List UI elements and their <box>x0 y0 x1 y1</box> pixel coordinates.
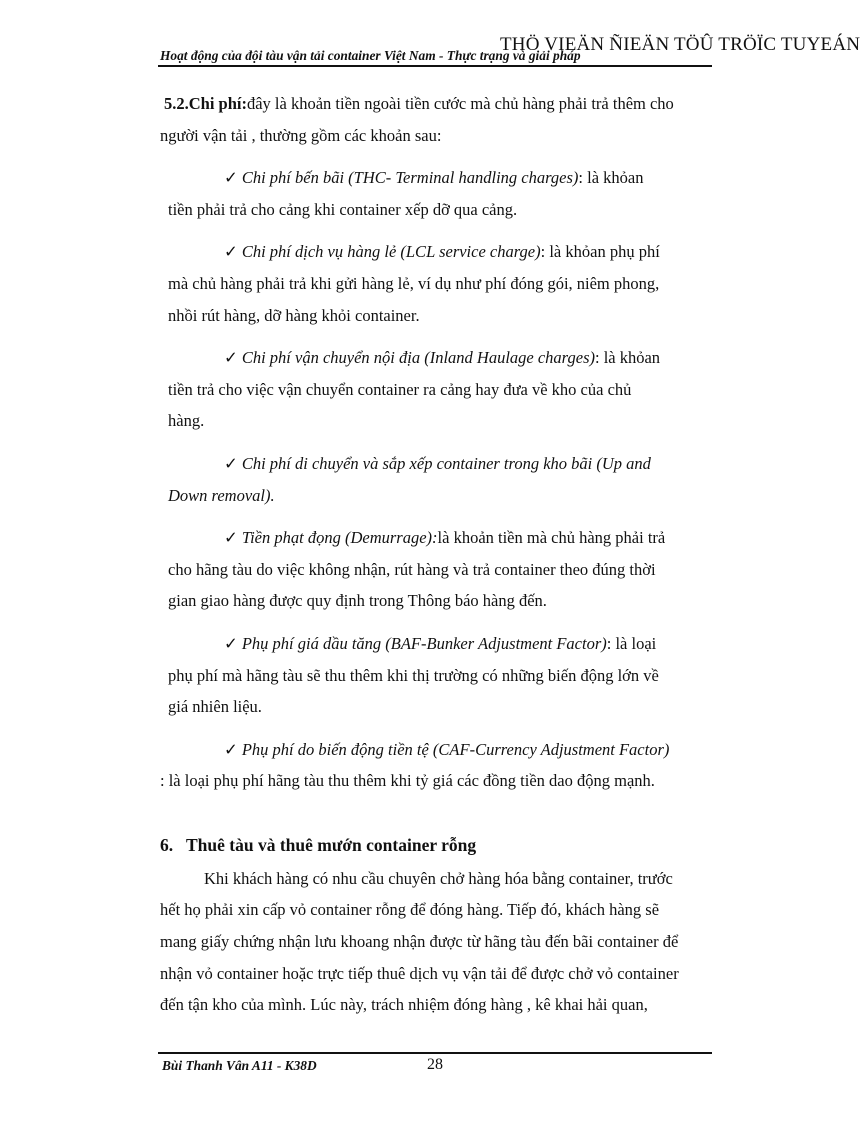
bullet-5-line-2 <box>160 554 712 586</box>
check-icon: ✓ <box>224 633 238 653</box>
page-content <box>160 88 712 1021</box>
bullet-text: nhồi rút hàng, dỡ hàng khỏi container. <box>168 305 420 325</box>
paragraph-text: nhận vỏ container hoặc trực tiếp thuê dịch vụ vận tải để được chở vỏ container <box>160 963 679 983</box>
paragraph-text: đến tận kho của mình. Lúc này, trách nhiệm đóng hàng , kê khai hải quan, <box>160 995 648 1015</box>
bullet-1-line-1 <box>160 162 712 194</box>
bullet-term: Chi phí dịch vụ hàng lẻ (LCL service charge) <box>241 242 541 262</box>
bullet-text: là khoản tiền mà chủ hàng phải trả <box>437 528 666 548</box>
bullet-6-line-2 <box>160 660 712 692</box>
section-6-title: Thuê tàu và thuê mướn container rỗng <box>186 834 477 855</box>
section-5-2-line-2 <box>160 120 712 152</box>
footer-author: Bùi Thanh Vân A11 - K38D <box>162 1058 317 1073</box>
bullet-text: : là khỏan <box>594 348 661 368</box>
bullet-7-line-2 <box>160 765 712 797</box>
section-5-2-line-1 <box>160 88 712 120</box>
bullet-4-line-1 <box>160 448 712 480</box>
running-header: Hoạt động của đội tàu vận tải container Việt Nam - Thực trạng và giải pháp <box>160 48 581 63</box>
bullet-4-line-2 <box>160 480 712 512</box>
check-icon: ✓ <box>224 168 238 188</box>
section-6-line-1 <box>160 863 712 895</box>
paragraph-text: mang giấy chứng nhận lưu khoang nhận được từ hãng tàu đến bãi container để <box>160 932 679 952</box>
check-icon: ✓ <box>224 739 238 759</box>
bullet-5-line-1 <box>160 522 712 554</box>
bullet-text: : là khỏan phụ phí <box>540 242 660 262</box>
bullet-term: Chi phí bến bãi (THC- Terminal handling charges) <box>241 168 579 188</box>
bullet-2-line-2 <box>160 268 712 300</box>
bullet-term: Chi phí di chuyển và sắp xếp container trong kho bãi (Up and <box>241 453 651 473</box>
bullet-text: cho hãng tàu do việc không nhận, rút hàng và trả container theo đúng thời <box>168 559 656 579</box>
bullet-text: gian giao hàng được quy định trong Thông báo hàng đến. <box>168 591 547 611</box>
section-5-2-title: 5.2.Chi phí: <box>164 94 247 113</box>
bullet-term: Tiền phạt đọng (Demurrage): <box>241 528 438 548</box>
bullet-text: hàng. <box>168 411 205 431</box>
bullet-3-line-3 <box>160 405 712 437</box>
bullet-5-line-3 <box>160 585 712 617</box>
page-number: 28 <box>427 1056 443 1073</box>
check-icon: ✓ <box>224 348 238 368</box>
bullet-7-line-1 <box>160 734 712 766</box>
bullet-2-line-3 <box>160 300 712 332</box>
bullet-text: tiền trả cho việc vận chuyển container ra cảng hay đưa về kho của chủ <box>168 379 632 399</box>
bullet-text: phụ phí mà hãng tàu sẽ thu thêm khi thị trường có những biến động lớn về <box>168 665 659 685</box>
bullet-text: : là loại <box>606 633 657 653</box>
bullet-term: Chi phí vận chuyển nội địa (Inland Haulage charges) <box>241 348 595 368</box>
header-rule <box>158 65 712 67</box>
bullet-term: Down removal). <box>168 485 275 505</box>
section-5-2-text: đây là khoản tiền ngoài tiền cước mà chủ hàng phải trả thêm cho <box>246 94 674 113</box>
section-6-line-3 <box>160 926 712 958</box>
section-5-2-text: người vận tải , thường gồm các khoản sau: <box>160 125 442 145</box>
section-6-line-2 <box>160 894 712 926</box>
bullet-text: mà chủ hàng phải trả khi gửi hàng lẻ, ví dụ như phí đóng gói, niêm phong, <box>168 273 660 293</box>
bullet-text: : là khỏan <box>578 168 644 188</box>
bullet-2-line-1 <box>160 236 712 268</box>
bullet-3-line-1 <box>160 342 712 374</box>
paragraph-text: hết họ phải xin cấp vỏ container rỗng để đóng hàng. Tiếp đó, khách hàng sẽ <box>160 900 660 920</box>
section-6-number: 6. <box>160 834 174 855</box>
watermark: THÖ VIEÄN ÑIEÄN TÖÛ TRÖÏC TUYEÁN <box>500 34 860 55</box>
check-icon: ✓ <box>224 242 238 262</box>
bullet-term: Phụ phí giá dầu tăng (BAF-Bunker Adjustment Factor) <box>241 633 607 653</box>
bullet-term: Phụ phí do biến động tiền tệ (CAF-Currency Adjustment Factor) <box>241 739 670 759</box>
bullet-6-line-1 <box>160 628 712 660</box>
bullet-6-line-3 <box>160 691 712 723</box>
check-icon: ✓ <box>224 528 238 548</box>
bullet-text: tiền phải trả cho cảng khi container xếp dỡ qua cảng. <box>168 199 518 219</box>
section-6-line-4 <box>160 958 712 990</box>
section-6-line-5 <box>160 989 712 1021</box>
bullet-3-line-2 <box>160 374 712 406</box>
bullet-1-line-2 <box>160 194 712 226</box>
section-6-heading <box>160 827 712 863</box>
bullet-text: giá nhiên liệu. <box>168 697 262 717</box>
paragraph-text: Khi khách hàng có nhu cầu chuyên chở hàng hóa bằng container, trước <box>204 868 673 888</box>
footer-rule <box>158 1052 712 1054</box>
check-icon: ✓ <box>224 453 238 473</box>
bullet-text: : là loại phụ phí hãng tàu thu thêm khi tỷ giá các đồng tiền dao động mạnh. <box>160 771 655 791</box>
